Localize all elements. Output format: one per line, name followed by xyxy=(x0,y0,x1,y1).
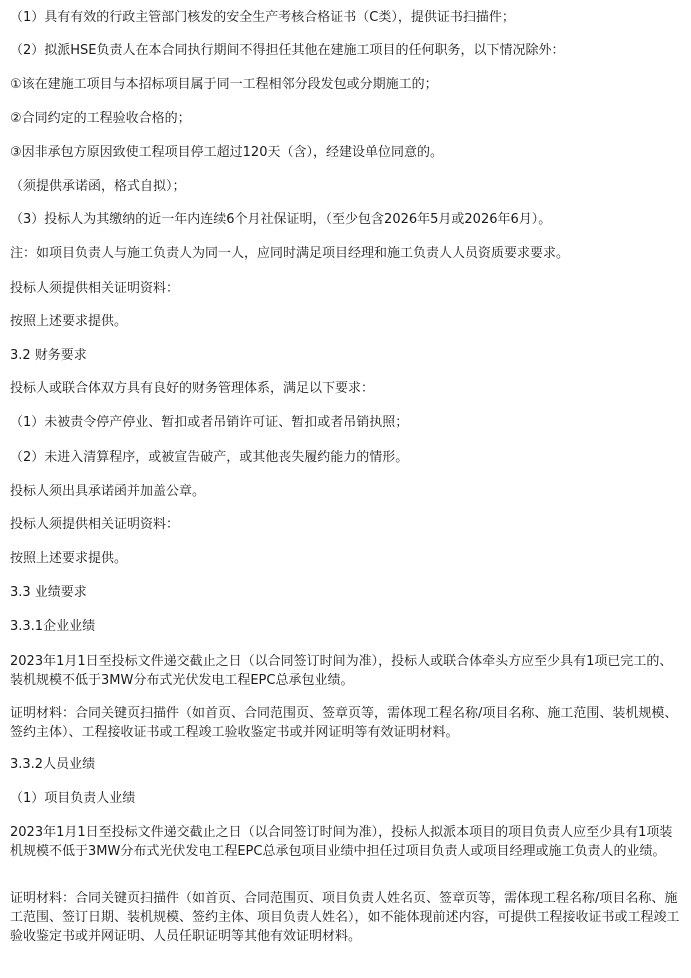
subheading-company-performance: 3.3.1企业业绩 xyxy=(10,619,96,634)
paragraph-finance-1: （1）未被责令停产停业、暂扣或者吊销许可证、暂扣或者吊销执照； xyxy=(10,415,409,430)
paragraph-provide-2: 按照上述要求提供。 xyxy=(10,551,128,566)
paragraph-note: 注：如项目负责人与施工负责人为同一人，应同时满足项目经理和施工负责人人员资质要求要求。 xyxy=(10,246,570,261)
paragraph-exception-2: ②合同约定的工程验收合格的； xyxy=(10,111,191,126)
section-heading-performance: 3.3 业绩要求 xyxy=(10,585,87,600)
paragraph-safety-certificate: （1）具有有效的行政主管部门核发的安全生产考核合格证书（C类），提供证书扫描件； xyxy=(10,10,515,25)
paragraph-commitment-seal: 投标人须出具承诺函并加盖公章。 xyxy=(10,484,206,499)
paragraph-hse-manager: （2）拟派HSE负责人在本合同执行期间不得担任其他在建施工项目的任何职务，以下情况除外： xyxy=(10,43,565,58)
paragraph-exception-3: ③因非承包方原因致使工程项目停工超过120天（含），经建设单位同意的。 xyxy=(10,145,443,160)
subheading-project-leader: （1）项目负责人业绩 xyxy=(10,791,136,806)
paragraph-company-proof: 证明材料：合同关键页扫描件（如首页、合同范围页、签章页等，需体现工程名称/项目名称、施工范围、装机规模、签约主体）、工程接收证书或工程竣工验收鉴定书或并网证明等有效证明材料。 xyxy=(10,706,678,740)
paragraph-commitment-note: （须提供承诺函，格式自拟）； xyxy=(10,179,186,194)
subheading-personnel-performance: 3.3.2人员业绩 xyxy=(10,757,96,772)
paragraph-leader-performance: 2023年1月1日至投标文件递交截止之日（以合同签订时间为准），投标人拟派本项目的项目负责人应至少具有1项装机规模不低于3MW分布式光伏发电工程EPC总承包项目业绩中担任过项目负责人或项目经理或施工负责人的业绩。 xyxy=(10,825,673,859)
paragraph-finance-2: （2）未进入清算程序，或被宣告破产，或其他丧失履约能力的情形。 xyxy=(10,450,409,465)
paragraph-exception-1: ①该在建施工项目与本招标项目属于同一工程相邻分段发包或分期施工的； xyxy=(10,77,438,92)
paragraph-company-performance: 2023年1月1日至投标文件递交截止之日（以合同签订时间为准），投标人或联合体牵头方应至少具有1项已完工的、装机规模不低于3MW分布式光伏发电工程EPC总承包业绩。 xyxy=(10,654,673,688)
paragraph-finance-intro: 投标人或联合体双方具有良好的财务管理体系，满足以下要求： xyxy=(10,381,375,396)
paragraph-proof-required: 投标人须提供相关证明资料： xyxy=(10,281,180,296)
paragraph-leader-proof: 证明材料：合同关键页扫描件（如首页、合同范围页、项目负责人姓名页、签章页等，需体现工程名称/项目名称、施工范围、签订日期、装机规模、签约主体、项目负责人姓名），如不能体现前述内容，可提供工程接收证书或工程竣工验收鉴定书或并网证明、人员任职证明等其他有效证明材料。 xyxy=(10,891,680,944)
paragraph-proof-required-2: 投标人须提供相关证明资料： xyxy=(10,517,180,532)
section-heading-finance: 3.2 财务要求 xyxy=(10,348,87,363)
paragraph-social-security: （3）投标人为其缴纳的近一年内连续6个月社保证明，（至少包含2026年5月或2026年6月）。 xyxy=(10,212,552,227)
paragraph-provide: 按照上述要求提供。 xyxy=(10,314,128,329)
